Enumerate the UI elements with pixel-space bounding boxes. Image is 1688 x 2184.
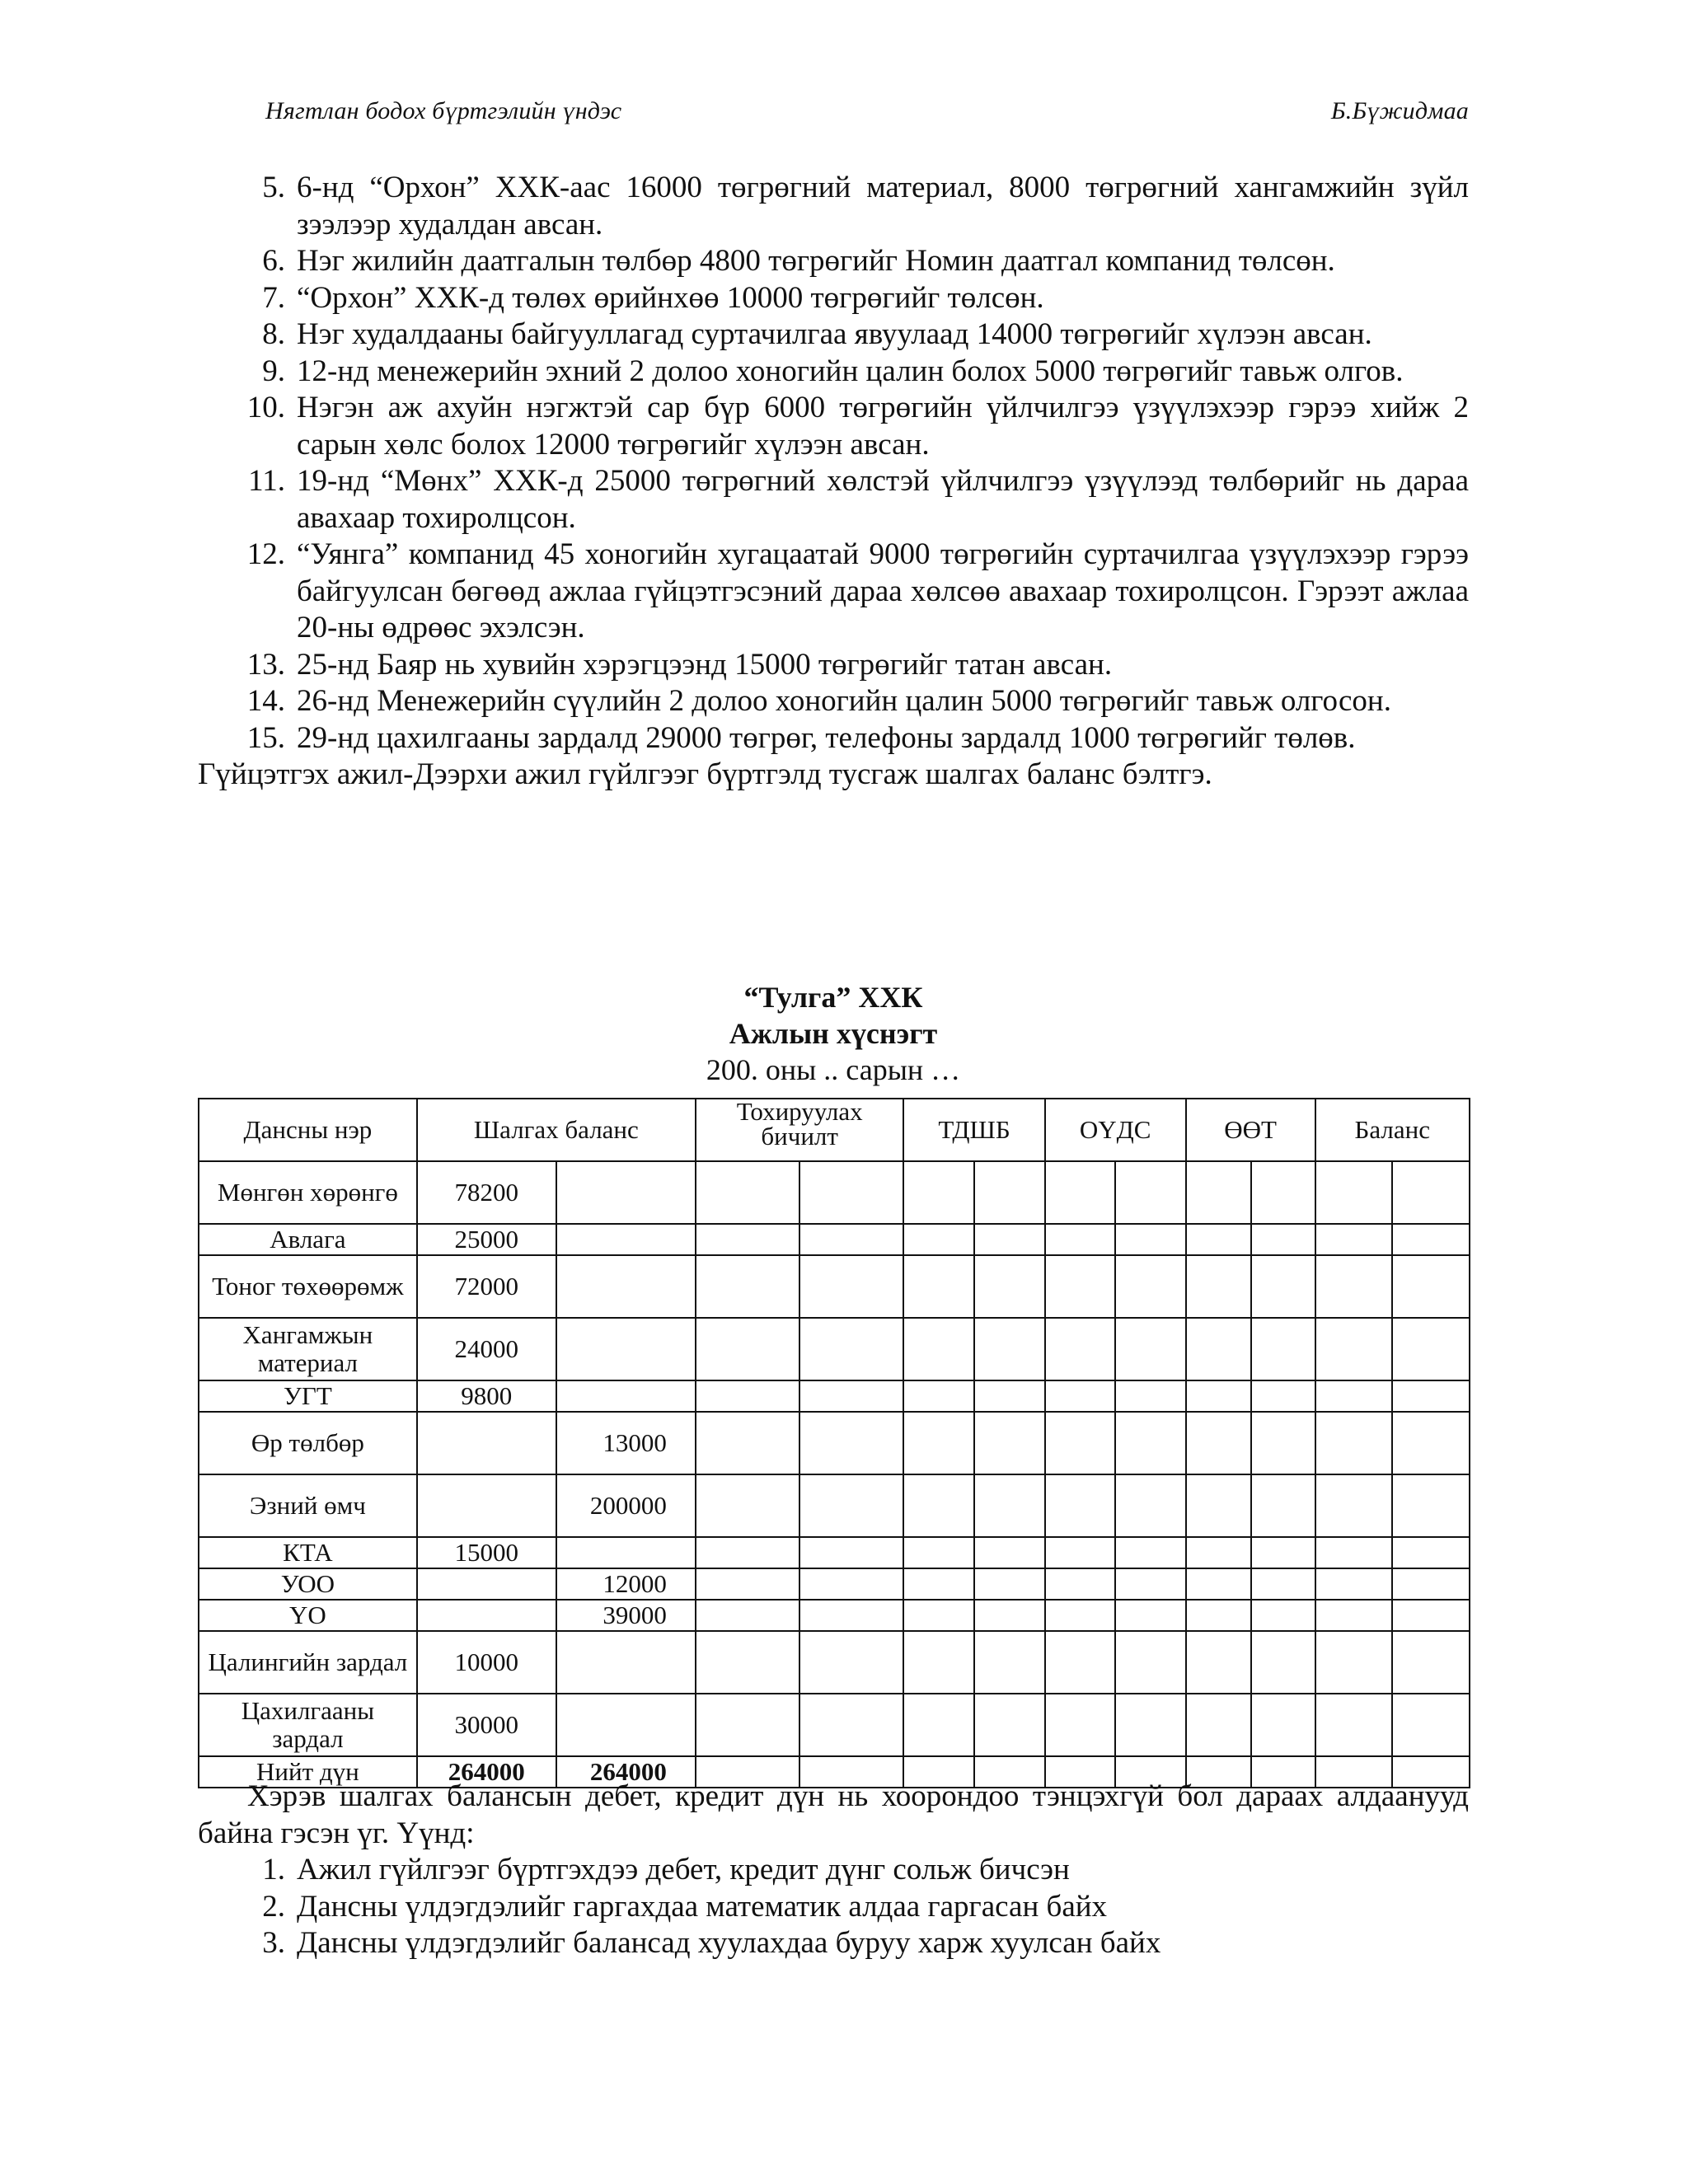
empty-cell xyxy=(1251,1161,1315,1224)
empty-cell xyxy=(1315,1412,1393,1474)
empty-cell xyxy=(1186,1631,1251,1694)
empty-cell xyxy=(1115,1380,1186,1412)
account-name: Мөнгөн хөрөнгө xyxy=(199,1161,417,1224)
header-tdshb: ТДШБ xyxy=(903,1099,1044,1161)
account-name: Цахилгааны зардал xyxy=(199,1694,417,1756)
empty-cell xyxy=(974,1255,1045,1318)
list-item-number: 8. xyxy=(262,317,285,351)
account-name: УГТ xyxy=(199,1380,417,1412)
empty-cell xyxy=(696,1537,799,1568)
account-name: Хангамжын материал xyxy=(199,1318,417,1380)
empty-cell xyxy=(696,1474,799,1537)
list-item-text: “Орхон” ХХК-д төлөх өрийнхөө 10000 төгрөгийг төлсөн. xyxy=(297,280,1044,315)
trial-credit-cell: 39000 xyxy=(556,1600,696,1631)
list-item xyxy=(198,1852,1469,1889)
empty-cell xyxy=(903,1380,974,1412)
header-oot: ӨӨТ xyxy=(1186,1099,1315,1161)
table-row xyxy=(199,1380,1470,1412)
task-instruction: Гүйцэтгэх ажил-Дээрхи ажил гүйлгээг бүртгэлд тусгаж шалгах баланс бэлтгэ. xyxy=(198,757,1212,791)
account-name: ҮО xyxy=(199,1600,417,1631)
empty-cell xyxy=(1186,1318,1251,1380)
empty-cell xyxy=(1315,1600,1393,1631)
empty-cell xyxy=(974,1600,1045,1631)
empty-cell xyxy=(799,1255,903,1318)
empty-cell xyxy=(1186,1474,1251,1537)
empty-cell xyxy=(1115,1224,1186,1255)
transaction-list xyxy=(198,170,1469,757)
empty-cell xyxy=(1251,1694,1315,1756)
table-row xyxy=(199,1631,1470,1694)
empty-cell xyxy=(1045,1255,1116,1318)
header-balance: Баланс xyxy=(1315,1099,1470,1161)
empty-cell xyxy=(1115,1568,1186,1600)
trial-credit-cell xyxy=(556,1255,696,1318)
empty-cell xyxy=(974,1537,1045,1568)
table-row xyxy=(199,1224,1470,1255)
trial-credit-cell xyxy=(556,1631,696,1694)
list-item-text: Нэг жилийн даатгалын төлбөр 4800 төгрөгийг Номин даатгал компанид төлсөн. xyxy=(297,244,1335,278)
empty-cell xyxy=(1115,1255,1186,1318)
empty-cell xyxy=(903,1255,974,1318)
list-item xyxy=(198,280,1469,317)
trial-debit-cell: 10000 xyxy=(417,1631,556,1694)
trial-debit-cell xyxy=(417,1412,556,1474)
empty-cell xyxy=(1251,1318,1315,1380)
list-item xyxy=(198,537,1469,647)
list-item xyxy=(198,316,1469,354)
empty-cell xyxy=(1186,1161,1251,1224)
trial-debit-cell: 72000 xyxy=(417,1255,556,1318)
list-item-number: 11. xyxy=(248,464,285,498)
table-body xyxy=(199,1161,1470,1788)
empty-cell xyxy=(1315,1255,1393,1318)
table-header-row xyxy=(199,1099,1470,1161)
list-item-number: 5. xyxy=(262,171,285,204)
trial-debit-cell: 15000 xyxy=(417,1537,556,1568)
empty-cell xyxy=(1392,1694,1470,1756)
trial-credit-cell xyxy=(556,1537,696,1568)
empty-cell xyxy=(799,1380,903,1412)
empty-cell xyxy=(1115,1537,1186,1568)
trial-debit-cell: 78200 xyxy=(417,1161,556,1224)
empty-cell xyxy=(1392,1255,1470,1318)
trial-credit-cell xyxy=(556,1224,696,1255)
empty-cell xyxy=(974,1224,1045,1255)
list-item-number: 10. xyxy=(246,391,285,424)
list-item-text: Нэгэн аж ахуйн нэгжтэй сар бүр 6000 төгрөгийн үйлчилгээ үзүүлэхээр гэрээ хийж 2 сарын хөлс болох 12000 төгрөгийг хүлээн авсан. xyxy=(297,391,1469,462)
empty-cell xyxy=(696,1412,799,1474)
trial-credit-cell xyxy=(556,1318,696,1380)
empty-cell xyxy=(1115,1694,1186,1756)
list-item-text: Дансны үлдэгдэлийг гаргахдаа математик алдаа гаргасан байх xyxy=(297,1889,1108,1924)
empty-cell xyxy=(1186,1255,1251,1318)
account-name: Нийт дүн xyxy=(199,1756,417,1788)
empty-cell xyxy=(1115,1474,1186,1537)
empty-cell xyxy=(1186,1694,1251,1756)
list-item-text: Дансны үлдэгдэлийг балансад хуулахдаа буруу харж хуулсан байх xyxy=(297,1926,1161,1960)
list-item-number: 3. xyxy=(262,1926,285,1960)
empty-cell xyxy=(696,1224,799,1255)
trial-debit-cell: 25000 xyxy=(417,1224,556,1255)
empty-cell xyxy=(1045,1600,1116,1631)
empty-cell xyxy=(1392,1474,1470,1537)
list-item-text: Ажил гүйлгээг бүртгэхдээ дебет, кредит дүнг сольж бичсэн xyxy=(297,1853,1070,1886)
empty-cell xyxy=(1315,1318,1393,1380)
empty-cell xyxy=(1392,1224,1470,1255)
account-name: УОО xyxy=(199,1568,417,1600)
list-item-text: 25-нд Баяр нь хувийн хэрэгцээнд 15000 төгрөгийг татан авсан. xyxy=(297,647,1113,682)
list-item xyxy=(198,463,1469,537)
header-trial-balance: Шалгах баланс xyxy=(417,1099,696,1161)
empty-cell xyxy=(1392,1380,1470,1412)
table-row xyxy=(199,1255,1470,1318)
empty-cell xyxy=(1315,1694,1393,1756)
empty-cell xyxy=(1045,1568,1116,1600)
empty-cell xyxy=(903,1537,974,1568)
empty-cell xyxy=(1186,1380,1251,1412)
account-name: КТА xyxy=(199,1537,417,1568)
empty-cell xyxy=(1315,1537,1393,1568)
list-item xyxy=(198,720,1469,757)
empty-cell xyxy=(799,1474,903,1537)
empty-cell xyxy=(696,1255,799,1318)
empty-cell xyxy=(1315,1631,1393,1694)
account-name: Цалингийн зардал xyxy=(199,1631,417,1694)
account-name: Эзний өмч xyxy=(199,1474,417,1537)
empty-cell xyxy=(1392,1568,1470,1600)
empty-cell xyxy=(1315,1568,1393,1600)
worksheet-table xyxy=(198,1098,1470,1788)
list-item-text: 12-нд менежерийн эхний 2 долоо хоногийн цалин болох 5000 төгрөгийг тавьж олгов. xyxy=(297,354,1404,388)
table-row xyxy=(199,1474,1470,1537)
header-adjusting-entries: Тохируулах бичилт xyxy=(696,1099,904,1161)
header-author: Б.Бүжидмаа xyxy=(1330,97,1469,124)
trial-credit-cell xyxy=(556,1161,696,1224)
empty-cell xyxy=(1186,1537,1251,1568)
trial-credit-cell: 264000 xyxy=(556,1756,696,1788)
empty-cell xyxy=(799,1224,903,1255)
list-item xyxy=(198,243,1469,280)
empty-cell xyxy=(1315,1474,1393,1537)
account-name: Тоног төхөөрөмж xyxy=(199,1255,417,1318)
company-name: “Тулга” ХХК xyxy=(743,981,923,1014)
empty-cell xyxy=(1045,1631,1116,1694)
empty-cell xyxy=(1392,1537,1470,1568)
empty-cell xyxy=(1045,1224,1116,1255)
empty-cell xyxy=(696,1380,799,1412)
empty-cell xyxy=(903,1600,974,1631)
trial-credit-cell: 12000 xyxy=(556,1568,696,1600)
table-row xyxy=(199,1161,1470,1224)
header-book-title: Нягтлан бодох бүртгэлийн үндэс xyxy=(265,97,622,124)
empty-cell xyxy=(1045,1694,1116,1756)
empty-cell xyxy=(1045,1537,1116,1568)
trial-credit-cell: 13000 xyxy=(556,1412,696,1474)
list-item-number: 2. xyxy=(262,1889,285,1924)
list-item-text: Нэг худалдааны байгууллагад суртачилгаа явуулаад 14000 төгрөгийг хүлээн авсан. xyxy=(297,317,1372,351)
list-item xyxy=(198,170,1469,243)
empty-cell xyxy=(1045,1380,1116,1412)
empty-cell xyxy=(1115,1600,1186,1631)
empty-cell xyxy=(1186,1224,1251,1255)
trial-debit-cell: 9800 xyxy=(417,1380,556,1412)
error-list xyxy=(198,1852,1469,1962)
empty-cell xyxy=(1251,1474,1315,1537)
empty-cell xyxy=(974,1318,1045,1380)
list-item-number: 12. xyxy=(246,537,285,571)
list-item-text: 6-нд “Орхон” ХХК-аас 16000 төгрөгний материал, 8000 төгрөгний хангамжийн зүйл зээлээр худалдан авсан. xyxy=(297,171,1469,241)
empty-cell xyxy=(1392,1161,1470,1224)
empty-cell xyxy=(696,1631,799,1694)
table-row xyxy=(199,1568,1470,1600)
empty-cell xyxy=(1392,1412,1470,1474)
empty-cell xyxy=(1251,1412,1315,1474)
list-item-text: 26-нд Менежерийн сүүлийн 2 долоо хоногийн цалин 5000 төгрөгийг тавьж олгосон. xyxy=(297,684,1391,718)
empty-cell xyxy=(799,1161,903,1224)
empty-cell xyxy=(1392,1600,1470,1631)
list-item xyxy=(198,354,1469,391)
trial-credit-cell: 200000 xyxy=(556,1474,696,1537)
empty-cell xyxy=(974,1412,1045,1474)
list-item-number: 15. xyxy=(246,720,285,755)
trial-credit-cell xyxy=(556,1694,696,1756)
trial-debit-cell xyxy=(417,1600,556,1631)
empty-cell xyxy=(974,1380,1045,1412)
list-item-number: 9. xyxy=(262,354,285,388)
empty-cell xyxy=(903,1224,974,1255)
empty-cell xyxy=(1315,1161,1393,1224)
worksheet-date: 200. оны .. сарын … xyxy=(706,1053,961,1086)
empty-cell xyxy=(1045,1412,1116,1474)
account-name: Өр төлбөр xyxy=(199,1412,417,1474)
list-item-text: 19-нд “Мөнх” ХХК-д 25000 төгрөгний хөлстэй үйлчилгээ үзүүлээд төлбөрийг нь дараа авахаар тохиролцсон. xyxy=(297,464,1469,535)
empty-cell xyxy=(799,1600,903,1631)
trial-debit-cell: 24000 xyxy=(417,1318,556,1380)
list-item xyxy=(198,683,1469,720)
list-item-text: “Уянга” компанид 45 хоногийн хугацаатай 9000 төгрөгийн суртачилгаа үзүүлэхээр гэрээ байгуулсан бөгөөд ажлаа гүйцэтгэсэний дараа хөлсөө авахаар тохиролцсон. Гэрээт ажлаа 20-ны өдрөөс эхэлсэн. xyxy=(297,537,1469,644)
trial-debit-cell: 264000 xyxy=(417,1756,556,1788)
empty-cell xyxy=(1115,1412,1186,1474)
trial-debit-cell: 30000 xyxy=(417,1694,556,1756)
empty-cell xyxy=(903,1161,974,1224)
list-item xyxy=(198,390,1469,463)
empty-cell xyxy=(1251,1537,1315,1568)
empty-cell xyxy=(799,1318,903,1380)
error-explanation xyxy=(198,1779,1469,1962)
table-row xyxy=(199,1318,1470,1380)
empty-cell xyxy=(903,1318,974,1380)
trial-credit-cell xyxy=(556,1380,696,1412)
empty-cell xyxy=(696,1600,799,1631)
empty-cell xyxy=(1251,1380,1315,1412)
empty-cell xyxy=(1315,1380,1393,1412)
empty-cell xyxy=(1115,1631,1186,1694)
trial-debit-cell xyxy=(417,1474,556,1537)
list-item-text: 29-нд цахилгааны зардалд 29000 төгрөг, телефоны зардалд 1000 төгрөгийг төлөв. xyxy=(297,720,1356,755)
empty-cell xyxy=(799,1631,903,1694)
empty-cell xyxy=(1392,1631,1470,1694)
empty-cell xyxy=(1315,1224,1393,1255)
empty-cell xyxy=(974,1694,1045,1756)
empty-cell xyxy=(696,1318,799,1380)
empty-cell xyxy=(799,1694,903,1756)
empty-cell xyxy=(974,1474,1045,1537)
empty-cell xyxy=(1251,1631,1315,1694)
worksheet-title-block xyxy=(198,979,1469,1088)
empty-cell xyxy=(974,1568,1045,1600)
header-oyds: ОҮДС xyxy=(1045,1099,1186,1161)
empty-cell xyxy=(1115,1161,1186,1224)
table-row xyxy=(199,1600,1470,1631)
empty-cell xyxy=(799,1537,903,1568)
explanation-paragraph: Хэрэв шалгах балансын дебет, кредит дүн нь хоорондоо тэнцэхгүй бол дараах алдаанууд байна гэсэн үг. Үүнд: xyxy=(198,1779,1469,1850)
empty-cell xyxy=(903,1568,974,1600)
trial-debit-cell xyxy=(417,1568,556,1600)
list-item-number: 14. xyxy=(246,684,285,718)
list-item xyxy=(198,1925,1469,1962)
running-header xyxy=(265,97,1469,125)
empty-cell xyxy=(799,1568,903,1600)
empty-cell xyxy=(1251,1224,1315,1255)
exercise-text xyxy=(198,170,1469,794)
empty-cell xyxy=(1045,1474,1116,1537)
empty-cell xyxy=(903,1412,974,1474)
table-row xyxy=(199,1537,1470,1568)
empty-cell xyxy=(903,1474,974,1537)
table-row xyxy=(199,1412,1470,1474)
empty-cell xyxy=(903,1631,974,1694)
empty-cell xyxy=(903,1694,974,1756)
empty-cell xyxy=(1115,1318,1186,1380)
empty-cell xyxy=(974,1631,1045,1694)
empty-cell xyxy=(1045,1318,1116,1380)
empty-cell xyxy=(696,1161,799,1224)
empty-cell xyxy=(1186,1568,1251,1600)
empty-cell xyxy=(1186,1412,1251,1474)
empty-cell xyxy=(974,1161,1045,1224)
empty-cell xyxy=(799,1412,903,1474)
account-name: Авлага xyxy=(199,1224,417,1255)
empty-cell xyxy=(1392,1318,1470,1380)
empty-cell xyxy=(1251,1255,1315,1318)
list-item-number: 6. xyxy=(262,244,285,278)
list-item xyxy=(198,1889,1469,1926)
list-item-number: 1. xyxy=(262,1853,285,1886)
empty-cell xyxy=(696,1568,799,1600)
header-account: Дансны нэр xyxy=(199,1099,417,1161)
list-item xyxy=(198,647,1469,684)
empty-cell xyxy=(1251,1568,1315,1600)
empty-cell xyxy=(696,1694,799,1756)
list-item-number: 13. xyxy=(246,647,285,682)
empty-cell xyxy=(1186,1600,1251,1631)
empty-cell xyxy=(1045,1161,1116,1224)
table-row xyxy=(199,1694,1470,1756)
worksheet-title: Ажлын хүснэгт xyxy=(729,1017,938,1050)
empty-cell xyxy=(1251,1600,1315,1631)
list-item-number: 7. xyxy=(262,280,285,315)
